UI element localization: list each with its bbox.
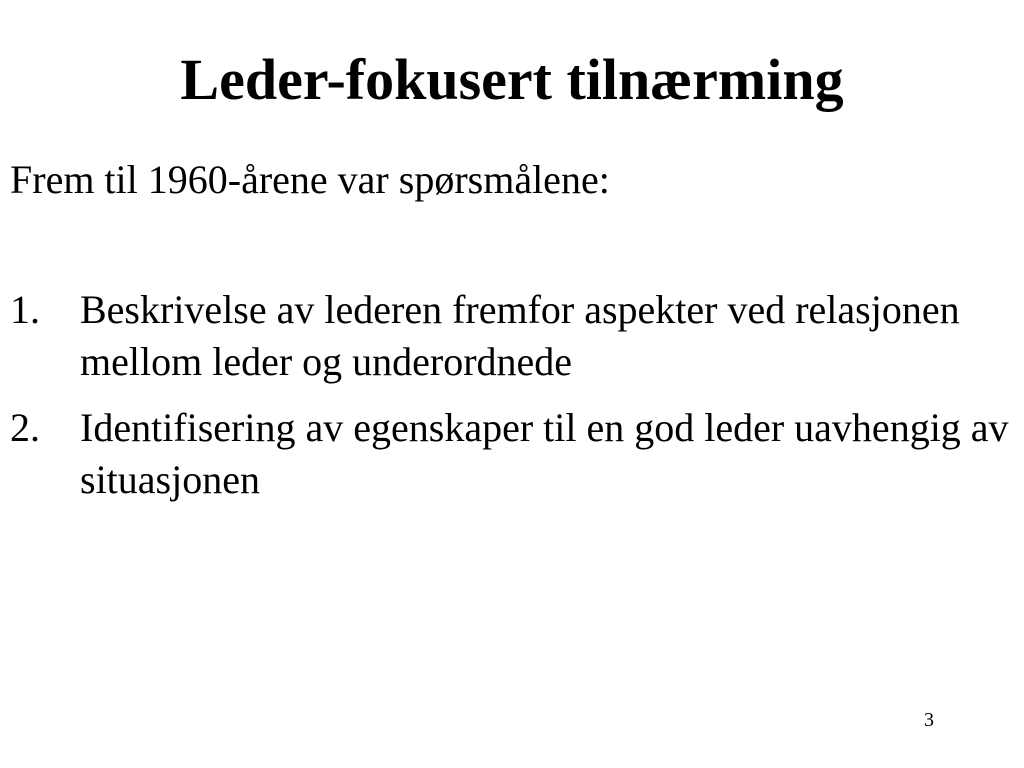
list-item-text: Beskrivelse av lederen fremfor aspekter ved relasjonen mellom leder og underordnede [80,287,960,384]
list-item-2 [10,402,1010,506]
list-item-number: 2. [10,405,40,450]
intro-text: Frem til 1960-årene var spørsmålene: [10,157,610,202]
list-item-1 [10,284,1010,388]
slide-title: Leder-fokusert tilnærming [180,47,844,112]
numbered-list [10,284,1010,520]
list-item-text: Identifisering av egenskaper til en god leder uavhengig av situasjonen [80,405,1009,502]
list-item-number: 1. [10,287,40,332]
page-number: 3 [924,709,934,731]
